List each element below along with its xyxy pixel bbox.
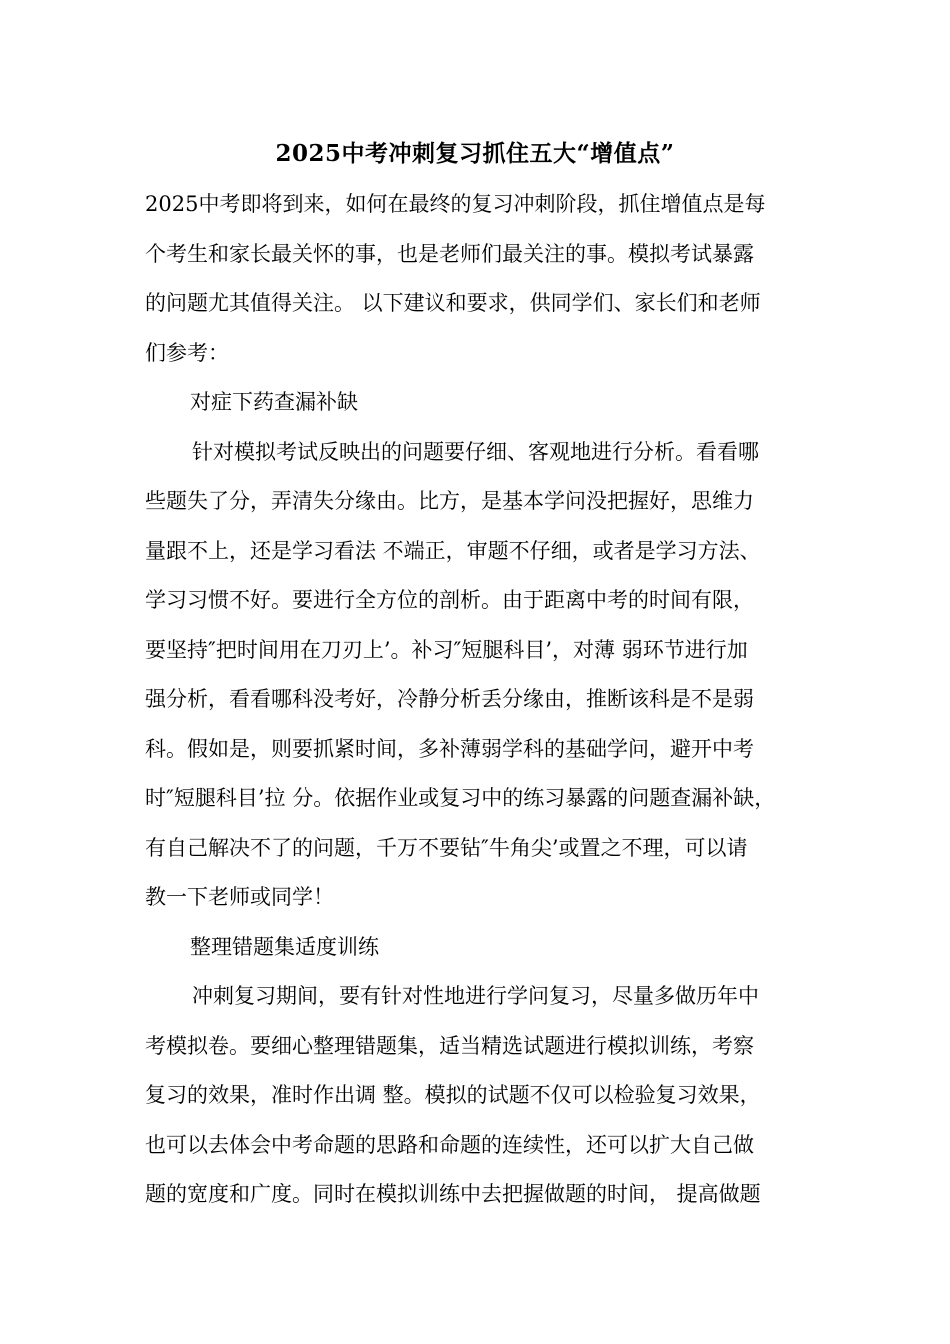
text-line: 时″短腿科目’拉 分。依据作业或复习中的练习暴露的问题查漏补缺， [145,786,776,810]
text-line: 要坚持″把时间用在刀刃上’。补习″短腿科目’，对薄 弱环节进行加 [145,637,748,662]
section-heading: 整理错题集适度训练 [190,934,379,959]
text-line: 针对模拟考试反映出的问题要仔细、客观地进行分析。看看哪 [192,439,759,464]
text-line: 有自己解决不了的问题，千万不要钻″牛角尖’或置之不理，可以请 [145,835,748,860]
text-line: 些题失了分，弄清失分缘由。比方，是基本学问没把握好，思维力 [145,489,754,513]
text-line: 考模拟卷。要细心整理错题集，适当精选试题进行模拟训练，考察 [145,1033,754,1058]
text-line: 个考生和家长最关怀的事，也是老师们最关注的事。模拟考试暴露 [145,241,754,266]
text-line: 也可以去体会中考命题的思路和命题的连续性，还可以扩大自己做 [145,1132,754,1157]
text-line: 强分析，看看哪科没考好，冷静分析丢分缘由，推断该科是不是弱 [145,687,754,711]
text-line: 学习习惯不好。要进行全方位的剖析。由于距离中考的时间有限， [145,588,754,612]
section-heading: 对症下药查漏补缺 [190,390,358,414]
text-line: 冲刺复习期间，要有针对性地进行学问复习，尽量多做历年中 [192,984,759,1008]
document-body [145,180,825,1220]
text-line: 们参考： [145,340,229,365]
text-line: 2025中考即将到来，如何在最终的复习冲刺阶段，抓住增值点是每 [145,192,766,216]
document-title: 2025中考冲刺复习抓住五大“增值点” [275,140,675,167]
text-line: 科。假如是，则要抓紧时间，多补薄弱学科的基础学问，避开中考 [145,736,754,761]
text-line: 复习的效果，准时作出调 整。模拟的试题不仅可以检验复习效果， [145,1083,761,1107]
text-line: 教一下老师或同学！ [145,885,334,909]
text-line: 量跟不上，还是学习看法 不端正，审题不仔细，或者是学习方法、 [145,538,761,563]
text-line: 的问题尤其值得关注。 以下建议和要求，供同学们、家长们和老师 [145,291,761,315]
text-line: 题的宽度和广度。同时在模拟训练中去把握做题的时间， 提高做题 [145,1182,761,1206]
